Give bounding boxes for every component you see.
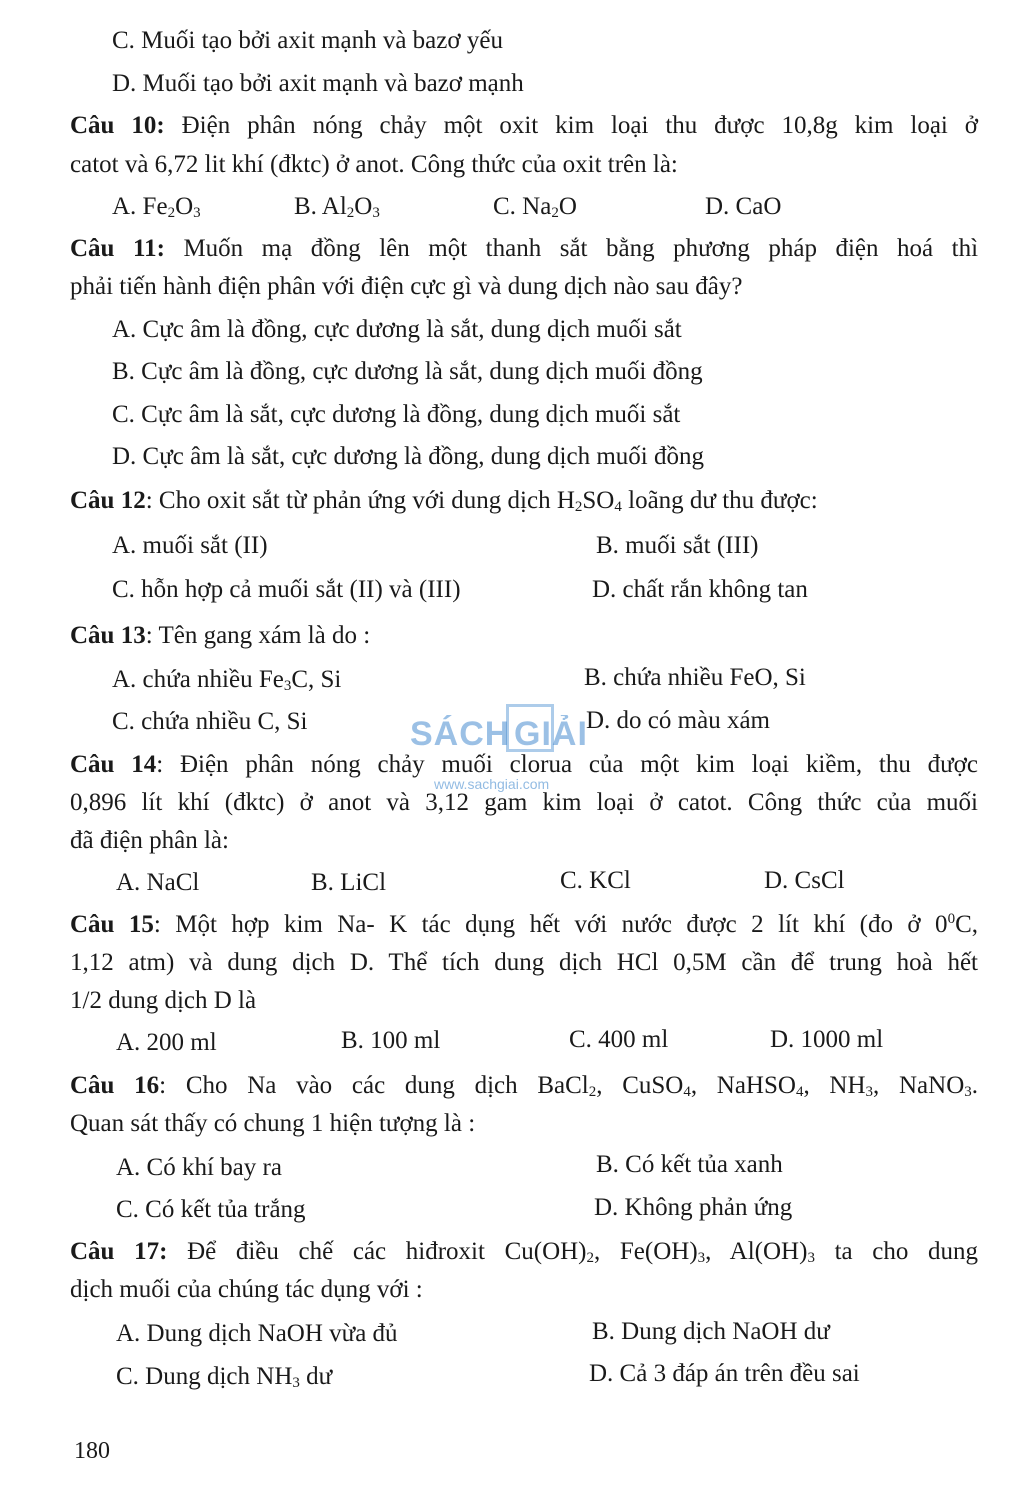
q14-label: Câu 14: [70, 751, 157, 778]
q10-stem-line2: catot và 6,72 lit khí (đktc) ở anot. Công thức của oxit trên là:: [70, 151, 678, 178]
q11-option-d: D. Cực âm là sắt, cực dương là đồng, dung dịch muối đồng: [112, 443, 704, 470]
q10-option-a: A. $Fe_2O_3$: [112, 193, 201, 221]
q14-option-c: C. KCl: [560, 867, 631, 894]
watermark-url: www.sachgiai.com: [434, 776, 550, 792]
q12-option-d: D. chất rắn không tan: [592, 576, 808, 603]
q10-label: Câu 10:: [70, 112, 165, 139]
q13-option-c: C. chứa nhiều C, Si: [112, 708, 308, 735]
q13-option-a: A. chứa nhiều $Fe_3C$, Si: [112, 666, 342, 694]
q14-option-a: A. NaCl: [116, 869, 200, 896]
q16-option-b: B. Có kết tủa xanh: [596, 1151, 783, 1178]
q12-option-c: C. hỗn hợp cả muối sắt (II) và (III): [112, 576, 461, 603]
q17-option-c: C. Dung dịch $NH_3$ dư: [116, 1363, 333, 1391]
q17-stem-line2: dịch muối của chúng tác dụng với :: [70, 1276, 423, 1303]
q14-option-d: D. CsCl: [764, 867, 845, 894]
q16-label: Câu 16: [70, 1072, 160, 1099]
watermark-text-left: SÁCH: [410, 715, 511, 753]
q10-option-c: C. $Na_2O$: [493, 193, 577, 221]
q15-stem-line1: Câu 15: Một hợp kim Na- K tác dụng hết với nước được 2 lít khí (đo ở $0^0C$,: [70, 911, 978, 938]
q15-option-d: D. 1000 ml: [770, 1026, 884, 1053]
q16-stem-line2: Quan sát thấy có chung 1 hiện tượng là :: [70, 1110, 476, 1137]
q16-option-a: A. Có khí bay ra: [116, 1154, 282, 1181]
q11-label: Câu 11:: [70, 235, 165, 262]
q11-option-a: A. Cực âm là đồng, cực dương là sắt, dung dịch muối sắt: [112, 316, 682, 343]
q12-label: Câu 12: [70, 487, 146, 514]
q11-option-c: C. Cực âm là sắt, cực dương là đồng, dung dịch muối sắt: [112, 401, 681, 428]
q9-option-c: C. Muối tạo bởi axit mạnh và bazơ yếu: [112, 27, 503, 54]
page-number: 180: [74, 1438, 110, 1464]
q14-stem-line2: 0,896 lít khí (đktc) ở anot và 3,12 gam kim loại ở catot. Công thức của muối: [70, 789, 978, 816]
q17-option-b: B. Dung dịch NaOH dư: [592, 1318, 830, 1345]
q11-option-b: B. Cực âm là đồng, cực dương là sắt, dung dịch muối đồng: [112, 358, 703, 385]
q17-stem-line1: Câu 17: Để điều chế các hiđroxit $Cu(OH)_2$, $Fe(OH)_3$, $Al(OH)_3$ ta cho dung: [70, 1238, 978, 1266]
q11-text: Muốn mạ đồng lên một thanh sắt bằng phương pháp điện hoá thì: [183, 235, 979, 262]
q15-label: Câu 15: [70, 911, 154, 938]
q15-option-c: C. 400 ml: [569, 1026, 669, 1053]
q17-label: Câu 17:: [70, 1238, 168, 1265]
q14-stem-line3: đã điện phân là:: [70, 827, 229, 854]
watermark-logo: [410, 700, 620, 800]
q12-option-b: B. muối sắt (III): [596, 532, 759, 559]
q17-option-d: D. Cả 3 đáp án trên đều sai: [589, 1360, 860, 1387]
q16-stem-line1: Câu 16: Cho Na vào các dung dịch BaCl$_2$, CuSO$_4$, NaHSO$_4$, $NH_3$, NaNO$_3$.: [70, 1072, 978, 1100]
q13-option-d: D. do có màu xám: [586, 707, 770, 734]
q16-option-d: D. Không phản ứng: [594, 1194, 793, 1221]
q15-option-a: A. 200 ml: [116, 1029, 217, 1056]
q11-stem-line1: [70, 234, 978, 264]
q15-option-b: B. 100 ml: [341, 1027, 441, 1054]
watermark-text-right: GIẢI: [514, 715, 588, 753]
q15-stem-line2: 1,12 atm) và dung dịch D. Thể tích dung dịch HCl 0,5M cần để trung hoà hết: [70, 949, 978, 976]
q15-stem-line3: 1/2 dung dịch D là: [70, 987, 257, 1014]
q11-stem-line2: phải tiến hành điện phân với điện cực gì và dung dịch nào sau đây?: [70, 273, 743, 300]
q13-stem: Câu 13: Tên gang xám là do :: [70, 622, 371, 649]
q14-stem-line1: Câu 14: Điện phân nóng chảy muối clorua của một kim loại kiềm, thu được: [70, 751, 978, 778]
q10-option-d: D. CaO: [705, 193, 782, 220]
q16-option-c: C. Có kết tủa trắng: [116, 1196, 306, 1223]
q14-option-b: B. LiCl: [311, 869, 387, 896]
q17-option-a: A. Dung dịch NaOH vừa đủ: [116, 1320, 398, 1347]
q13-label: Câu 13: [70, 622, 146, 649]
q9-option-d: D. Muối tạo bởi axit mạnh và bazơ mạnh: [112, 70, 524, 97]
q10-option-b: B. $Al_2O_3$: [294, 193, 380, 221]
q10-text: Điện phân nóng chảy một oxit kim loại thu được 10,8g kim loại ở: [181, 112, 978, 139]
q10-stem-line1: [70, 111, 978, 141]
q13-option-b: B. chứa nhiều FeO, Si: [584, 664, 806, 691]
q12-option-a: A. muối sắt (II): [112, 532, 268, 559]
q12-stem: Câu 12: Cho oxit sắt từ phản ứng với dung dịch $H_2SO_4$ loãng dư thu được:: [70, 487, 818, 515]
